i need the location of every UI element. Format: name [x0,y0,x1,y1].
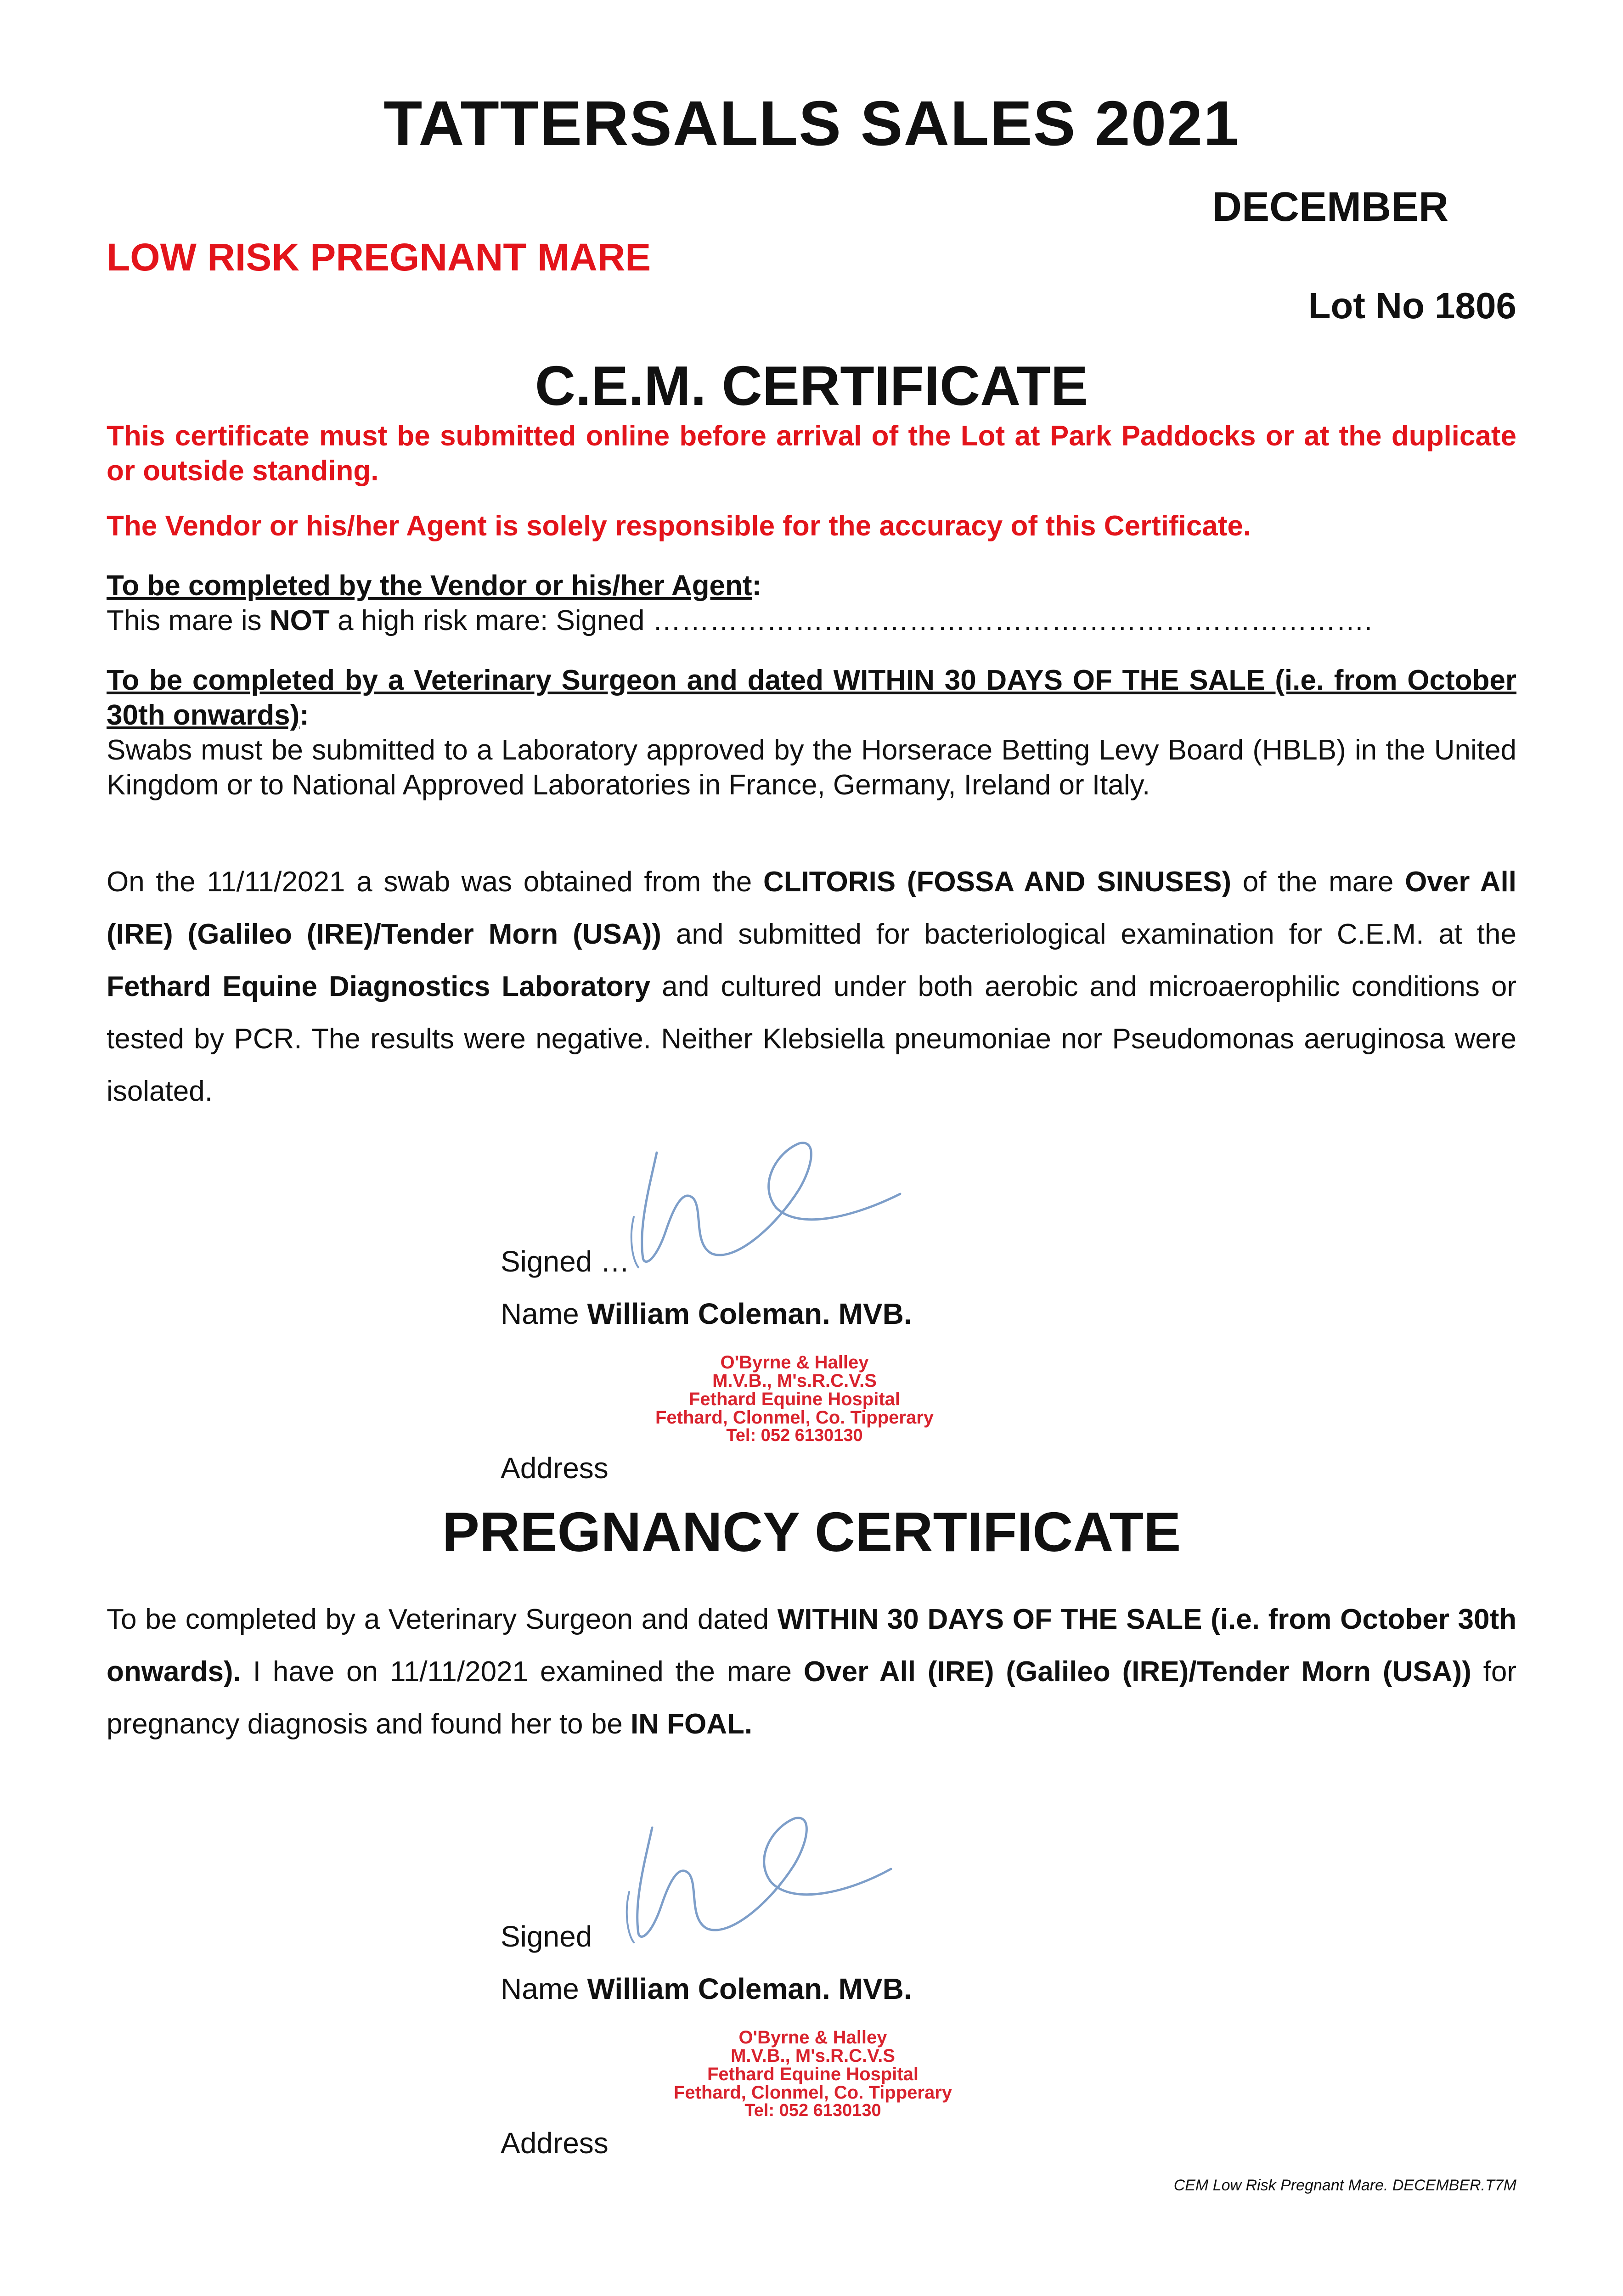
risk-category-label: LOW RISK PREGNANT MARE [107,236,651,279]
cem-signed-label: Signed … [501,1245,630,1278]
pregnancy-vet-name: Name William Coleman. MVB. [501,1972,912,2005]
vet-instructions: Swabs must be submitted to a Laboratory approved by the Horserace Betting Levy Board (HBLB) in the United Kingdom or to National Approved Laboratories in France, Germany, Ireland or Italy. [107,734,1516,801]
lot-number: Lot No 1806 [1308,285,1516,326]
vet-heading: To be completed by a Veterinary Surgeon and dated WITHIN 30 DAYS OF THE SALE (i.e. from October 30th onwards): [107,664,1516,731]
svg-text:Tel: 052 6130130: Tel: 052 6130130 [726,1426,863,1445]
svg-text:M.V.B., M's.R.C.V.S: M.V.B., M's.R.C.V.S [731,2046,895,2066]
cem-signature-image [625,1120,909,1272]
document-title: TATTERSALLS SALES 2021 [383,88,1240,159]
svg-text:Fethard, Clonmel, Co. Tipperar: Fethard, Clonmel, Co. Tipperary [673,2082,952,2103]
responsibility-notice: The Vendor or his/her Agent is solely responsible for the accuracy of this Certificate. [107,510,1251,542]
cem-certificate-title: C.E.M. CERTIFICATE [535,355,1088,417]
cem-result-paragraph: On the 11/11/2021 a swab was obtained from the CLITORIS (FOSSA AND SINUSES) of the mare Over All (IRE) (Galileo (IRE)/Tender Morn (USA)) and submitted for bacteriological examination for C.E.M. at the Fethard Equine Diagnostics Laboratory and cultured under both aerobic and microaerophilic conditions or tested by PCR. The results were negative. Neither Klebsiella pneumoniae nor Pseudomonas aeruginosa were isolated. [107,866,1517,1107]
pregnancy-paragraph: To be completed by a Veterinary Surgeon and dated WITHIN 30 DAYS OF THE SALE (i.e. from October 30th onwards). I have on 11/11/2021 examined the mare Over All (IRE) (Galileo (IRE)/Tender Morn (USA)) for pregnancy diagnosis and found her to be IN FOAL. [107,1604,1516,1740]
pregnancy-signed-label: Signed [501,1920,592,1953]
pregnancy-clinic-stamp [615,2025,1001,2126]
svg-text:Fethard, Clonmel, Co. Tipperar: Fethard, Clonmel, Co. Tipperary [655,1407,934,1428]
cem-vet-name: Name William Coleman. MVB. [501,1297,912,1330]
pregnancy-certificate-title: PREGNANCY CERTIFICATE [442,1501,1181,1563]
sale-month: DECEMBER [1212,184,1448,230]
svg-text:Fethard Equine Hospital: Fethard Equine Hospital [688,1389,901,1409]
cem-address-label: Address [501,1452,609,1485]
cem-clinic-stamp [602,1350,978,1451]
submission-notice: This certificate must be submitted online before arrival of the Lot at Park Paddocks or at the duplicate or outside standing. [107,420,1516,487]
footer-reference: CEM Low Risk Pregnant Mare. DECEMBER.T7M [1173,2177,1516,2194]
svg-text:Fethard Equine Hospital: Fethard Equine Hospital [707,2064,919,2084]
pregnancy-address-label: Address [501,2127,609,2160]
svg-text:O'Byrne & Halley: O'Byrne & Halley [720,1352,869,1373]
svg-text:M.V.B., M's.R.C.V.S: M.V.B., M's.R.C.V.S [712,1371,877,1391]
vendor-heading: To be completed by the Vendor or his/her Agent: [107,570,762,602]
vendor-declaration: This mare is NOT a high risk mare: Signed …………………………………………………………………. [107,605,1372,636]
vet-section [107,663,1516,803]
svg-text:Tel: 052 6130130: Tel: 052 6130130 [744,2101,881,2120]
svg-text:O'Byrne & Halley: O'Byrne & Halley [738,2027,887,2048]
vendor-section [107,568,1516,638]
pregnancy-signature-image [611,1800,896,1952]
